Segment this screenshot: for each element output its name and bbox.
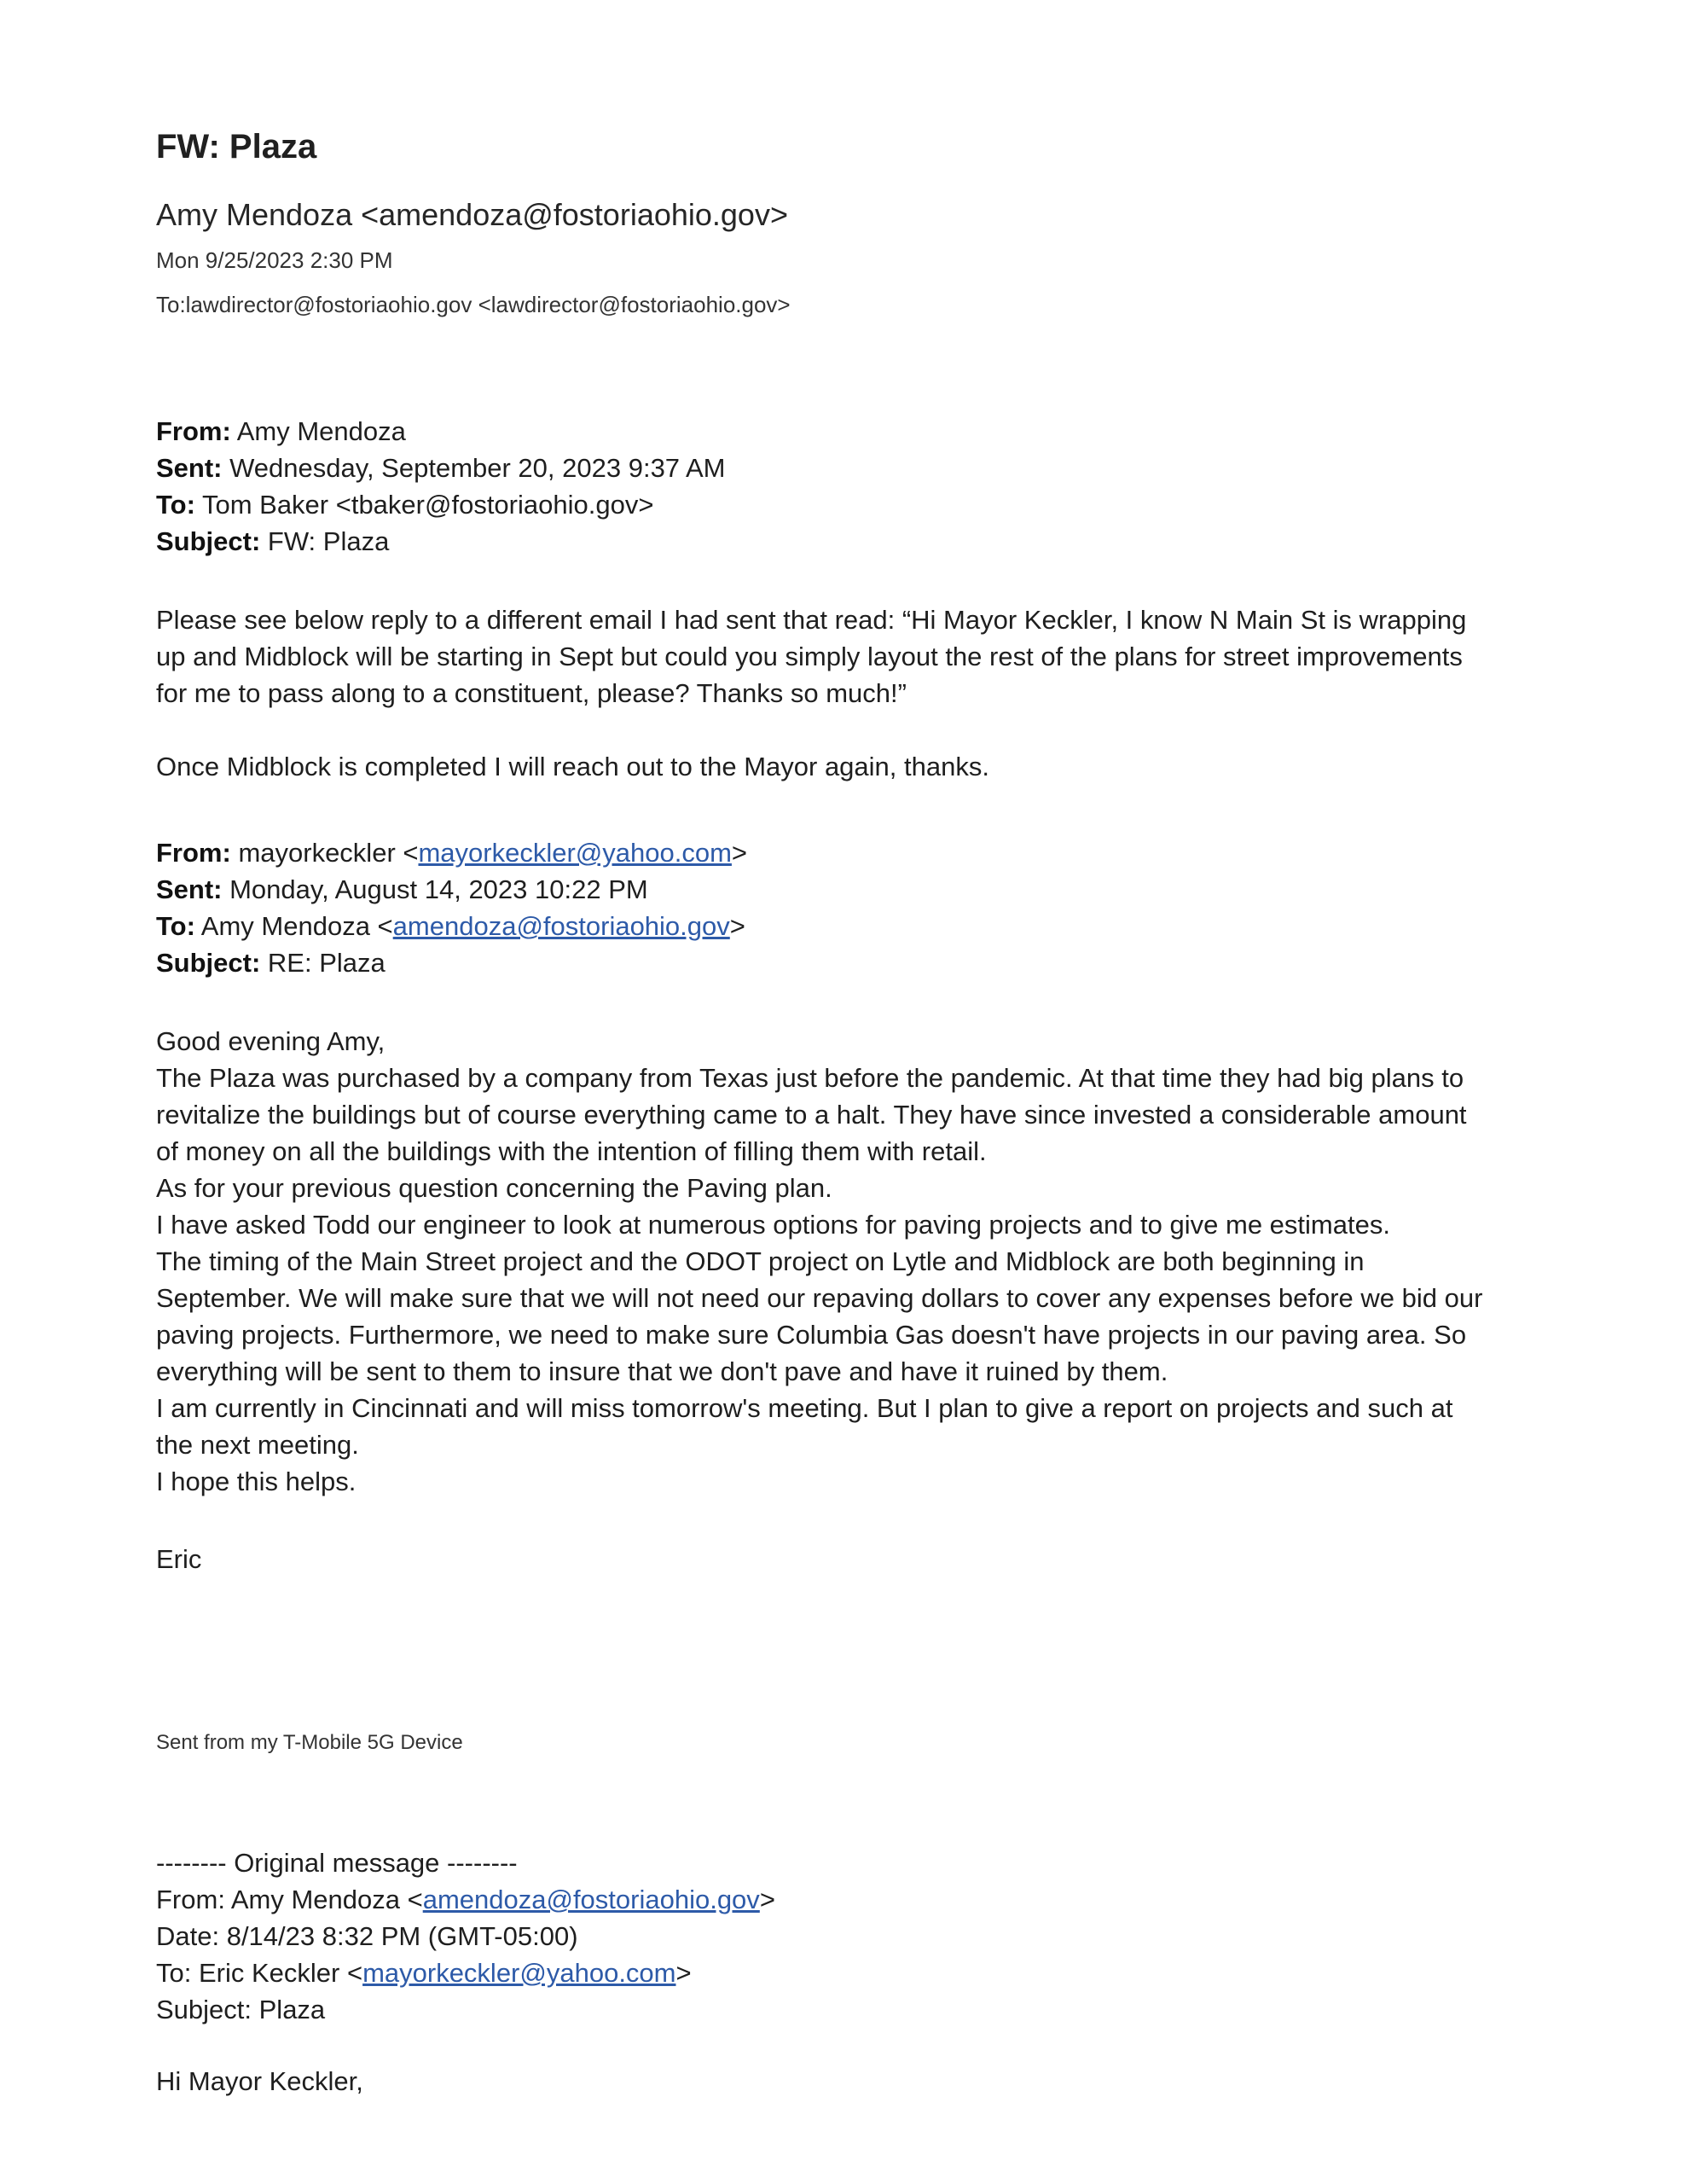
reply-line: revitalize the buildings but of course everything came to a halt. They have since invested a considerable amount bbox=[156, 1100, 1467, 1130]
forward-header bbox=[156, 413, 1589, 560]
body-line: for me to pass along to a constituent, please? Thanks so much!” bbox=[156, 678, 907, 708]
sent-value: Wednesday, September 20, 2023 9:37 AM bbox=[222, 453, 726, 483]
subject-value: FW: Plaza bbox=[260, 526, 390, 556]
bracket: > bbox=[759, 1885, 775, 1914]
email-date: Mon 9/25/2023 2:30 PM bbox=[156, 247, 393, 273]
reply-line: I have asked Todd our engineer to look at numerous options for paving projects and to give me estimates. bbox=[156, 1210, 1390, 1240]
reply-line: of money on all the buildings with the intention of filling them with retail. bbox=[156, 1136, 987, 1166]
original-subject: Subject: Plaza bbox=[156, 1995, 326, 2024]
subject-label: Subject: bbox=[156, 526, 261, 556]
reply-signature bbox=[156, 1541, 1589, 1577]
from-email-link[interactable]: mayorkeckler@yahoo.com bbox=[418, 838, 732, 868]
from-value: Amy Mendoza bbox=[230, 416, 406, 446]
to-value: Tom Baker <tbaker@fostoriaohio.gov> bbox=[194, 490, 654, 520]
reply-greeting: Good evening Amy, bbox=[156, 1026, 386, 1056]
subject-label: Subject: bbox=[156, 948, 261, 978]
subject-value: RE: Plaza bbox=[260, 948, 386, 978]
to-label: To: bbox=[156, 490, 195, 520]
email-recipient: To:lawdirector@fostoriaohio.gov <lawdirector@fostoriaohio.gov> bbox=[156, 292, 791, 317]
forward-subject bbox=[156, 523, 1589, 560]
from-prefix: From: Amy Mendoza < bbox=[156, 1885, 423, 1914]
original-body bbox=[156, 2063, 1589, 2100]
reply-line: the next meeting. bbox=[156, 1430, 359, 1460]
from-label: From: bbox=[156, 838, 231, 868]
reply-line: The timing of the Main Street project and the ODOT project on Lytle and Midblock are both beginning in bbox=[156, 1246, 1365, 1276]
from-name: mayorkeckler < bbox=[230, 838, 419, 868]
email-subject-title: FW: Plaza bbox=[156, 128, 317, 166]
forward-to bbox=[156, 486, 1589, 523]
reply-to bbox=[156, 908, 1589, 944]
bracket: > bbox=[729, 911, 745, 941]
original-to bbox=[156, 1955, 1589, 1991]
to-email-link[interactable]: mayorkeckler@yahoo.com bbox=[362, 1958, 676, 1988]
reply-line: September. We will make sure that we will not need our repaving dollars to cover any expenses before we bid our bbox=[156, 1283, 1483, 1313]
to-email-link[interactable]: amendoza@fostoriaohio.gov bbox=[392, 911, 730, 941]
reply-body bbox=[156, 1023, 1589, 1500]
sent-label: Sent: bbox=[156, 453, 223, 483]
from-label: From: bbox=[156, 416, 231, 446]
email-sender: Amy Mendoza <amendoza@fostoriaohio.gov> bbox=[156, 197, 788, 232]
reply-line: As for your previous question concerning the Paving plan. bbox=[156, 1173, 832, 1203]
forward-from bbox=[156, 413, 1589, 450]
body-line: Once Midblock is completed I will reach out to the Mayor again, thanks. bbox=[156, 752, 989, 781]
reply-sent bbox=[156, 871, 1589, 908]
sent-label: Sent: bbox=[156, 874, 223, 904]
reply-header bbox=[156, 834, 1589, 981]
forward-body-paragraph-1 bbox=[156, 601, 1589, 712]
from-email-link[interactable]: amendoza@fostoriaohio.gov bbox=[422, 1885, 760, 1914]
forward-body-paragraph-2 bbox=[156, 748, 1589, 785]
body-line: Please see below reply to a different email I had sent that read: “Hi Mayor Keckler, I know N Main St is wrapping bbox=[156, 605, 1467, 635]
reply-subject bbox=[156, 944, 1589, 981]
to-label: To: bbox=[156, 911, 195, 941]
reply-line: everything will be sent to them to insure that we don't pave and have it ruined by them. bbox=[156, 1356, 1168, 1386]
original-date: Date: 8/14/23 8:32 PM (GMT-05:00) bbox=[156, 1921, 578, 1951]
to-prefix: To: Eric Keckler < bbox=[156, 1958, 363, 1988]
bracket: > bbox=[675, 1958, 692, 1988]
reply-line: I am currently in Cincinnati and will miss tomorrow's meeting. But I plan to give a report on projects and such at bbox=[156, 1393, 1453, 1423]
sent-value: Monday, August 14, 2023 10:22 PM bbox=[222, 874, 648, 904]
original-message-divider: -------- Original message -------- bbox=[156, 1848, 518, 1878]
to-name: Amy Mendoza < bbox=[194, 911, 393, 941]
reply-line: The Plaza was purchased by a company from Texas just before the pandemic. At that time they had big plans to bbox=[156, 1063, 1464, 1093]
signature-name: Eric bbox=[156, 1544, 202, 1574]
original-from bbox=[156, 1881, 1589, 1918]
reply-line: paving projects. Furthermore, we need to make sure Columbia Gas doesn't have projects in our paving area. So bbox=[156, 1320, 1467, 1350]
body-line: up and Midblock will be starting in Sept but could you simply layout the rest of the plans for street improvements bbox=[156, 642, 1463, 671]
original-greeting: Hi Mayor Keckler, bbox=[156, 2066, 363, 2096]
forward-sent bbox=[156, 450, 1589, 486]
device-signature: Sent from my T-Mobile 5G Device bbox=[156, 1731, 463, 1754]
bracket: > bbox=[731, 838, 748, 868]
original-message-header bbox=[156, 1844, 1589, 2028]
reply-line: I hope this helps. bbox=[156, 1467, 357, 1496]
reply-from bbox=[156, 834, 1589, 871]
